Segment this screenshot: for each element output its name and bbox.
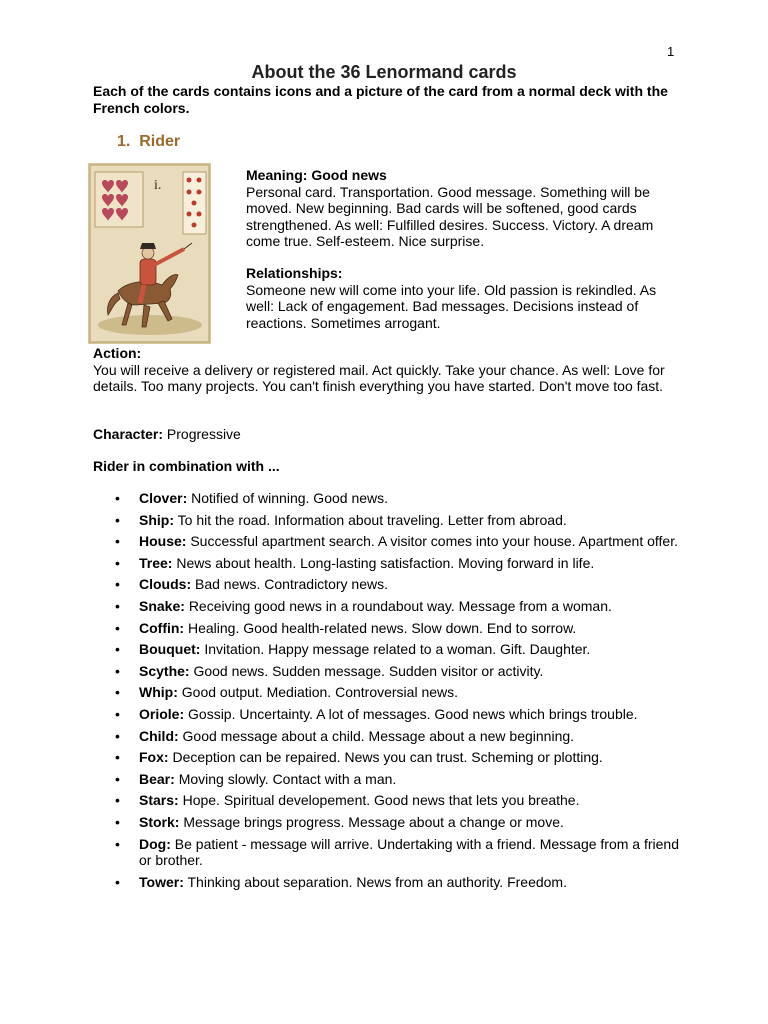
- character-value: Progressive: [166, 426, 241, 442]
- bullet-icon: •: [115, 749, 120, 766]
- bullet-icon: •: [115, 490, 120, 506]
- section-heading: [117, 133, 180, 151]
- list-item: • Oriole: Gossip. Uncertainty. A lot of messages. Good news which brings trouble.: [115, 705, 638, 722]
- bullet-icon: •: [115, 792, 120, 809]
- bullet-icon: •: [115, 597, 120, 614]
- section-name: Rider: [139, 133, 181, 150]
- action-block: [93, 345, 683, 395]
- combination-heading: Rider in combination with ...: [93, 458, 280, 474]
- list-item: • Whip: Good output. Mediation. Controversial news.: [115, 684, 459, 701]
- list-item: • Clouds: Bad news. Contradictory news.: [115, 576, 388, 593]
- list-item: • Dog: Be patient - message will arrive. Undertaking with a friend. Message from a friend or brother.: [115, 835, 680, 869]
- meaning-block: [246, 167, 686, 250]
- list-item: • Tree: News about health. Long-lasting satisfaction. Moving forward in life.: [115, 554, 595, 571]
- document-title: About the 36 Lenormand cards: [251, 62, 517, 82]
- bullet-icon: •: [115, 705, 120, 722]
- meaning-text: Personal card. Transportation. Good message. Something will be moved. New beginning. Bad cards will be softened, good cards strengthened. As well: Fulfilled desires. Success. Victory. A dream come true. Self-esteem. Nice surprise.: [246, 183, 654, 250]
- bullet-icon: •: [115, 641, 120, 658]
- character-line: [93, 426, 241, 443]
- list-item: • Fox: Deception can be repaired. News you can trust. Scheming or plotting.: [115, 749, 603, 766]
- bullet-icon: •: [115, 533, 120, 550]
- bullet-icon: •: [115, 835, 120, 852]
- bullet-icon: •: [115, 684, 120, 701]
- list-item: • Snake: Receiving good news in a roundabout way. Message from a woman.: [115, 597, 612, 614]
- bullet-icon: •: [115, 873, 120, 890]
- svg-text:i.: i.: [154, 178, 162, 193]
- bullet-icon: •: [115, 662, 120, 679]
- bullet-icon: •: [115, 770, 120, 787]
- list-item: • Clover: Notified of winning. Good news.: [115, 490, 389, 506]
- list-item: • Scythe: Good news. Sudden message. Sudden visitor or activity.: [115, 662, 544, 679]
- list-item: • Stars: Hope. Spiritual developement. Good news that lets you breathe.: [115, 792, 580, 809]
- bullet-icon: •: [115, 813, 120, 830]
- relationships-heading: Relationships:: [246, 265, 343, 281]
- list-item: • Bear: Moving slowly. Contact with a man.: [115, 770, 397, 787]
- character-label: Character:: [93, 426, 164, 442]
- list-item: • Stork: Message brings progress. Message about a change or move.: [115, 813, 564, 830]
- list-item: • Bouquet: Invitation. Happy message related to a woman. Gift. Daughter.: [115, 641, 591, 658]
- relationships-text: Someone new will come into your life. Old passion is rekindled. As well: Lack of engagement. Bad messages. Decisions instead of reactions. Sometimes arrogant.: [246, 281, 657, 331]
- action-text: You will receive a delivery or registered mail. Act quickly. Take your chance. As well: Love for details. Too many projects. You can't finish everything you have started. Don't move too fast.: [93, 361, 665, 395]
- list-item: • House: Successful apartment search. A visitor comes into your house. Apartment offer.: [115, 533, 678, 550]
- intro-text: Each of the cards contains icons and a picture of the card from a normal deck with the French colors.: [93, 83, 668, 116]
- list-item: • Tower: Thinking about separation. News from an authority. Freedom.: [115, 873, 567, 890]
- list-item: • Ship: To hit the road. Information about traveling. Letter from abroad.: [115, 511, 567, 528]
- section-number: 1.: [117, 133, 131, 150]
- bullet-icon: •: [115, 576, 120, 593]
- bullet-icon: •: [115, 727, 120, 744]
- list-item: • Coffin: Healing. Good health-related news. Slow down. End to sorrow.: [115, 619, 577, 636]
- bullet-icon: •: [115, 619, 120, 636]
- list-item: • Child: Good message about a child. Message about a new beginning.: [115, 727, 575, 744]
- bullet-icon: •: [115, 511, 120, 528]
- rider-card-image: [88, 163, 211, 344]
- relationships-block: [246, 265, 686, 331]
- meaning-heading: Meaning: Good news: [246, 167, 387, 183]
- page-number: 1: [667, 44, 675, 59]
- action-heading: Action:: [93, 345, 142, 361]
- bullet-icon: •: [115, 554, 120, 571]
- combination-list: [93, 490, 683, 895]
